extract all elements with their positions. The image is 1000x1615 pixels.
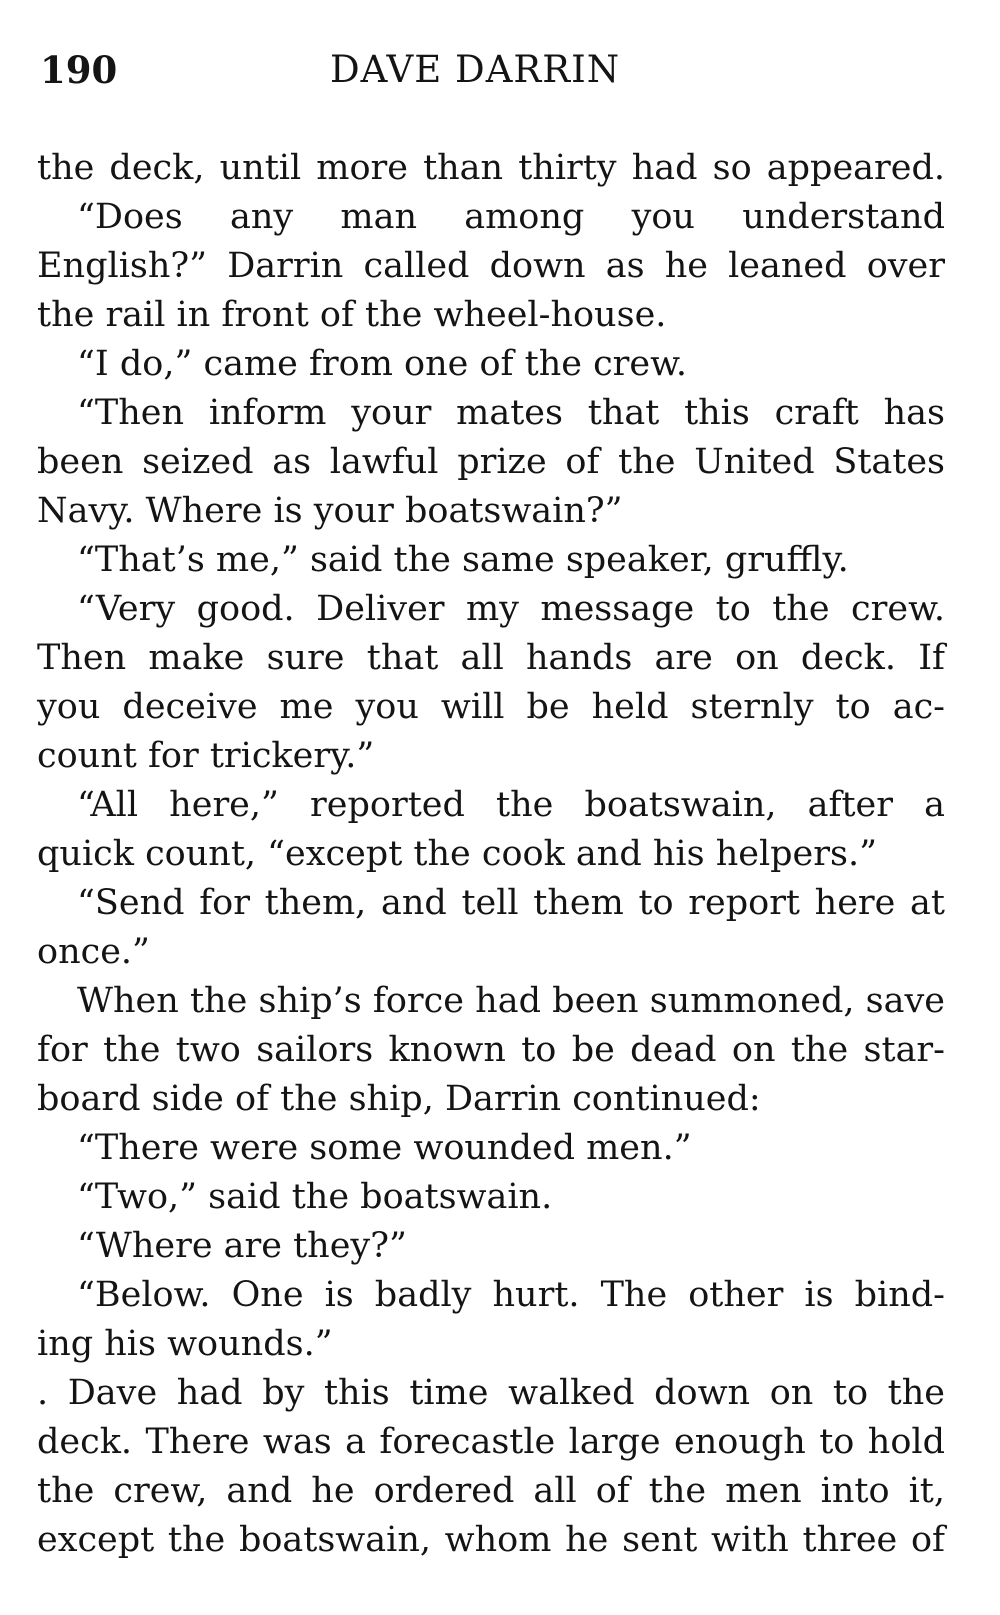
text-line: been seized as lawful prize of the United States [37,442,945,482]
running-head [40,46,948,94]
text-line: deck. There was a forecastle large enough to hold [37,1422,945,1462]
text-line: “There were some wounded men.” [77,1128,692,1168]
text-line: English?” Darrin called down as he leaned over [37,246,945,286]
text-line: Navy. Where is your boatswain?” [37,491,623,531]
text-line: “Where are they?” [77,1226,407,1266]
text-line: “Then inform your mates that this craft has [77,393,945,433]
text-line: once.” [37,932,150,972]
text-line: you deceive me you will be held sternly to ac- [37,687,945,727]
text-line: “Very good. Deliver my message to the crew. [77,589,945,629]
text-line: except the boatswain, whom he sent with three of [37,1520,945,1560]
text-line: “Send for them, and tell them to report here at [77,883,945,923]
body-text [37,144,945,1565]
text-line: for the two sailors known to be dead on the star- [37,1030,945,1070]
text-line: “That’s me,” said the same speaker, gruffly. [77,540,849,580]
running-title: DAVE DARRIN [330,48,621,91]
text-line: When the ship’s force had been summoned, save [77,981,945,1021]
text-line: the crew, and he ordered all of the men into it, [37,1471,945,1511]
text-line: ing his wounds.” [37,1324,333,1364]
text-line: “I do,” came from one of the crew. [77,344,688,384]
text-line: “All here,” reported the boatswain, after a [77,785,945,825]
text-line: the rail in front of the wheel-house. [37,295,667,335]
text-line: quick count, “except the cook and his helpers.” [37,834,877,874]
text-line: the deck, until more than thirty had so appeared. [37,148,945,188]
text-line: “Does any man among you understand [77,197,945,237]
text-line: count for trickery.” [37,736,375,776]
text-line: . Dave had by this time walked down on to the [37,1373,945,1413]
text-line: “Two,” said the boatswain. [77,1177,553,1217]
text-line: Then make sure that all hands are on deck. If [37,638,945,678]
text-line: board side of the ship, Darrin continued: [37,1079,761,1119]
text-line: “Below. One is badly hurt. The other is bind- [77,1275,945,1315]
page-number: 190 [40,48,118,92]
